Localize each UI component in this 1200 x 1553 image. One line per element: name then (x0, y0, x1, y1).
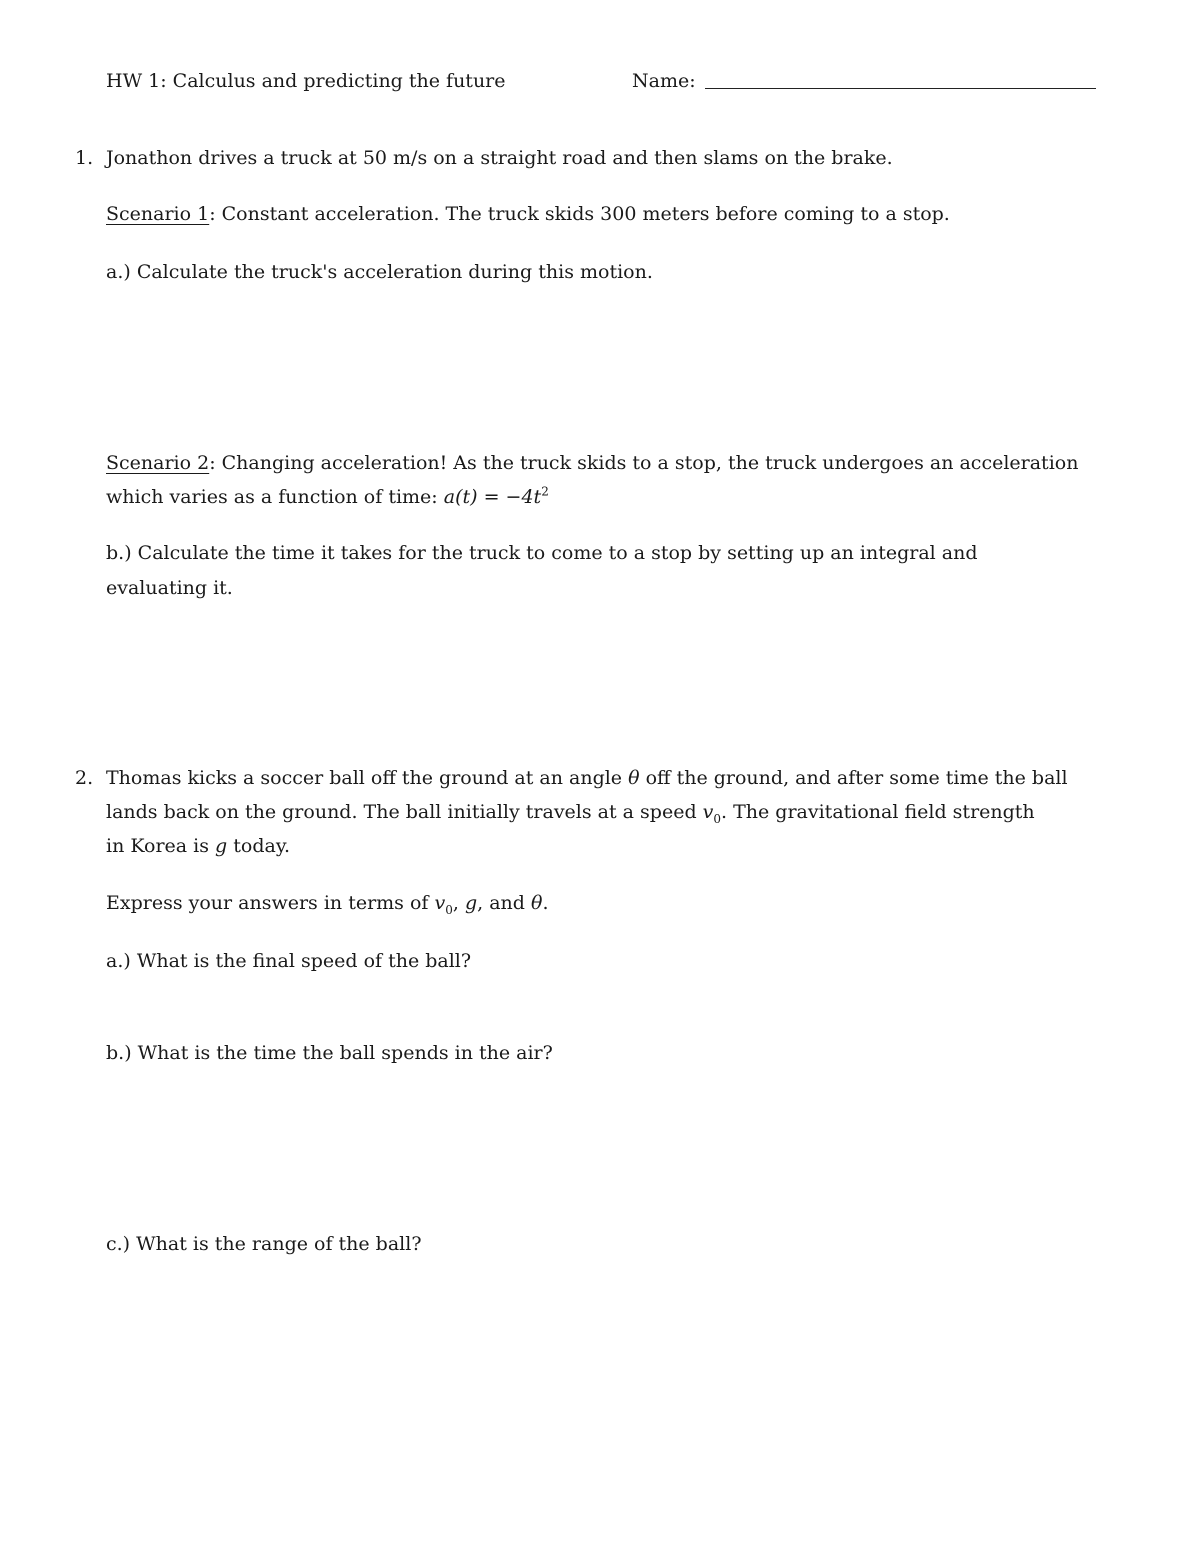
question-2-part-a: a.) What is the final speed of the ball? (106, 950, 472, 972)
express-v-subscript: 0 (445, 902, 453, 917)
theta-symbol: θ (628, 767, 640, 789)
acceleration-formula: a(t) = −4t (443, 486, 542, 508)
question-1-number: 1. (75, 147, 94, 169)
express-v-symbol: v (434, 892, 446, 914)
g-symbol: g (215, 835, 228, 857)
scenario-1-label: Scenario 1 (106, 203, 210, 225)
express-theta-symbol: θ (530, 892, 543, 914)
question-1-part-b-line-2: evaluating it. (106, 577, 233, 599)
scenario-2-line-2 (106, 480, 549, 514)
scenario-1-text: : Constant acceleration. The truck skids 300 meters before coming to a stop. (209, 203, 950, 225)
express-sep2: , and (477, 892, 525, 914)
q2-line3-pre: in Korea is (106, 835, 209, 857)
assignment-title: HW 1: Calculus and predicting the future (106, 70, 506, 92)
q2-line1-pre: Thomas kicks a soccer ball off the ground at an angle (106, 767, 623, 789)
question-1-stem: Jonathon drives a truck at 50 m/s on a straight road and then slams on the brake. (106, 147, 893, 169)
acceleration-formula-exponent: 2 (541, 484, 549, 499)
express-pre: Express your answers in terms of (106, 892, 429, 914)
q2-line2-pre: lands back on the ground. The ball initially travels at a speed (106, 801, 697, 823)
express-sep1: , (452, 892, 459, 914)
question-2-line-3 (106, 829, 290, 863)
question-2-line-1 (106, 761, 1068, 795)
question-1-part-a: a.) Calculate the truck's acceleration during this motion. (106, 261, 653, 283)
question-2-part-b: b.) What is the time the ball spends in the air? (106, 1042, 553, 1064)
q2-line3-post: today. (233, 835, 291, 857)
question-2-number: 2. (75, 767, 94, 789)
q2-line1-post: off the ground, and after some time the ball (645, 767, 1068, 789)
scenario-2-text-2: which varies as a function of time: (106, 486, 438, 508)
question-2-part-c: c.) What is the range of the ball? (106, 1233, 422, 1255)
name-field-line[interactable] (705, 88, 1096, 89)
scenario-2-label: Scenario 2 (106, 452, 210, 474)
v-subscript: 0 (713, 811, 722, 826)
q2-line2-post: . The gravitational field strength (721, 801, 1035, 823)
question-2-line-2 (106, 795, 1035, 829)
v-symbol: v (702, 801, 714, 823)
express-instructions (106, 886, 548, 920)
question-1-part-b-line-1: b.) Calculate the time it takes for the truck to come to a stop by setting up an integral and (106, 542, 978, 564)
express-g-symbol: g (464, 892, 478, 914)
scenario-1-line (106, 197, 950, 231)
scenario-2-text: : Changing acceleration! As the truck skids to a stop, the truck undergoes an acceleration (209, 452, 1079, 474)
scenario-2-line-1 (106, 446, 1078, 480)
express-end: . (542, 892, 549, 914)
name-label: Name: (632, 70, 696, 92)
